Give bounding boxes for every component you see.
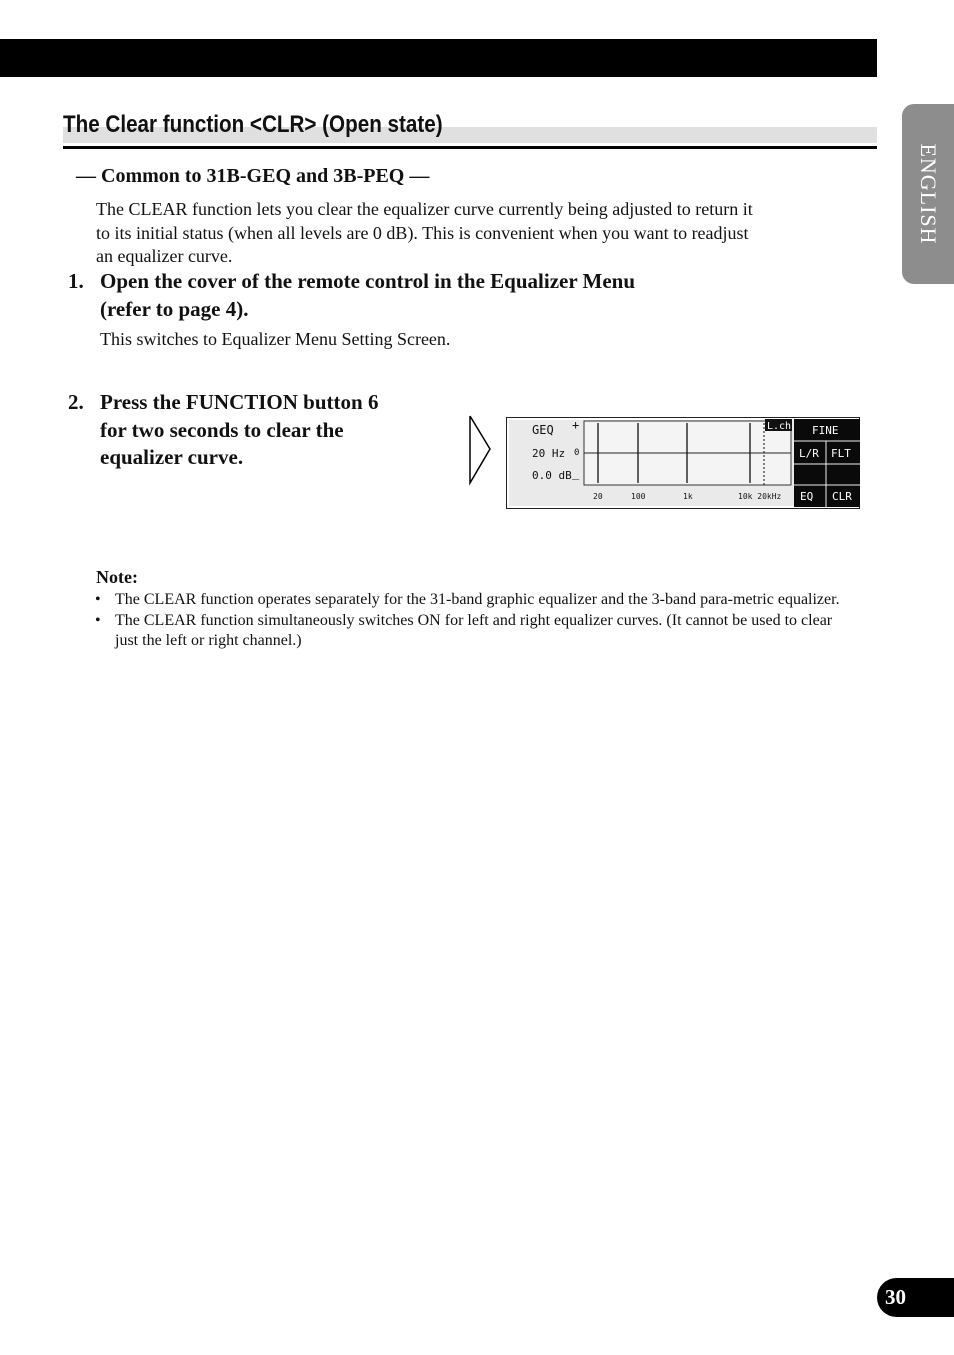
intro-line: to its initial status (when all levels are 0 dB). This is convenient when you want to readjust: [96, 222, 749, 243]
common-heading: — Common to 31B-GEQ and 3B-PEQ —: [76, 165, 430, 187]
freq-tick: 100: [631, 492, 646, 501]
display-minus: _: [572, 466, 580, 480]
display-plus: +: [572, 418, 580, 432]
clr-button[interactable]: CLR: [832, 490, 852, 503]
intro-line: The CLEAR function lets you clear the equalizer curve currently being adjusted to return it: [96, 199, 753, 219]
step-1-result: This switches to Equalizer Menu Setting Screen.: [100, 329, 451, 349]
intro-line: an equalizer curve.: [96, 246, 233, 266]
flt-button[interactable]: FLT: [831, 447, 851, 460]
equalizer-display: [506, 417, 862, 511]
display-level: 0.0 dB: [532, 469, 572, 482]
display-zero: 0: [574, 448, 580, 458]
step-line: for two seconds to clear the: [100, 417, 344, 442]
lr-button[interactable]: L/R: [799, 447, 819, 460]
step-text: [100, 389, 378, 472]
eq-button[interactable]: EQ: [800, 490, 814, 503]
step-text: [100, 268, 635, 323]
section-heading: [63, 110, 877, 149]
display-frequency: 20 Hz: [532, 447, 566, 460]
language-tab-label: ENGLISH: [916, 143, 941, 245]
display-mode: GEQ: [532, 423, 554, 437]
arrow-right-icon: [468, 414, 494, 486]
note-list: [95, 590, 845, 652]
freq-tick: 10k 20kHz: [738, 492, 782, 501]
note-heading: Note:: [96, 567, 138, 587]
note-item: • The CLEAR function simultaneously switches ON for left and right equalizer curves. (It cannot be used to clear just the left or right channel.): [95, 611, 845, 651]
intro-paragraph: [96, 198, 851, 269]
step-line: Open the cover of the remote control in the Equalizer Menu: [100, 269, 636, 293]
section-title: The Clear function <CLR> (Open state): [63, 111, 443, 138]
step-line: equalizer curve.: [100, 445, 244, 469]
note-item: • The CLEAR function operates separately for the 31-band graphic equalizer and the 3-band para-metric equalizer.: [95, 590, 845, 610]
freq-tick: 1k: [683, 492, 693, 501]
step-line: (refer to page 4).: [100, 296, 249, 321]
step-number: 1.: [68, 269, 84, 293]
language-tab: [902, 104, 954, 284]
header-bar: [0, 39, 877, 77]
step-number: 2.: [68, 390, 84, 414]
step-line: Press the FUNCTION button 6: [100, 390, 379, 414]
fine-button[interactable]: FINE: [812, 424, 839, 437]
channel-label: L.ch: [767, 421, 792, 432]
page-number: 30: [877, 1278, 954, 1317]
freq-tick: 20: [593, 492, 603, 501]
